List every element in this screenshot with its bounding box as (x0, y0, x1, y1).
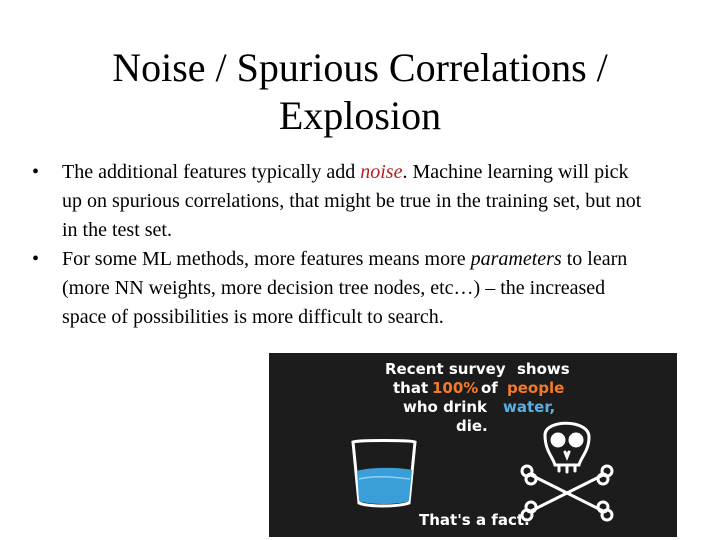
comic-line-1b: shows (517, 360, 570, 378)
comic-line-3b: water, (503, 398, 556, 416)
comic-caption-text (385, 360, 570, 529)
comic-caption: That's a fact. (419, 511, 530, 529)
bullet-text: . Machine learning will pick up on spurious correlations, that might be true in the training set, but not in the test set. (62, 161, 642, 241)
comic-line-4: die. (456, 417, 488, 435)
bullet-text: The additional features typically add (62, 161, 361, 183)
bullet-marker: • (32, 161, 40, 183)
comic-image (269, 353, 677, 537)
comic-svg (269, 353, 677, 537)
comic-line-2c: of (481, 379, 498, 397)
slide-title (40, 44, 680, 140)
comic-line-3a: who drink (403, 398, 487, 416)
bullet-text: to learn (more NN weights, more decision tree nodes, etc…) – the increased space of possibilities is more difficult to search. (62, 248, 628, 328)
bullet-text: For some ML methods, more features means more (62, 248, 471, 270)
title-line-1: Noise / Spurious Correlations / (112, 45, 608, 90)
comic-line-1a: Recent survey (385, 360, 506, 378)
emphasis-noise: noise (360, 161, 403, 183)
skull-crossbones-icon (522, 423, 612, 520)
title-line-2: Explosion (278, 93, 442, 138)
bullet-list (28, 158, 648, 332)
comic-line-2d: people (507, 379, 565, 397)
bullet-marker: • (32, 248, 40, 270)
bullet-item (28, 245, 648, 332)
bullet-item (28, 158, 648, 245)
glass-of-water-icon (353, 441, 415, 507)
comic-line-2b: 100% (432, 379, 479, 397)
comic-line-2a: that (393, 379, 429, 397)
emphasis-parameters: parameters (470, 248, 562, 270)
